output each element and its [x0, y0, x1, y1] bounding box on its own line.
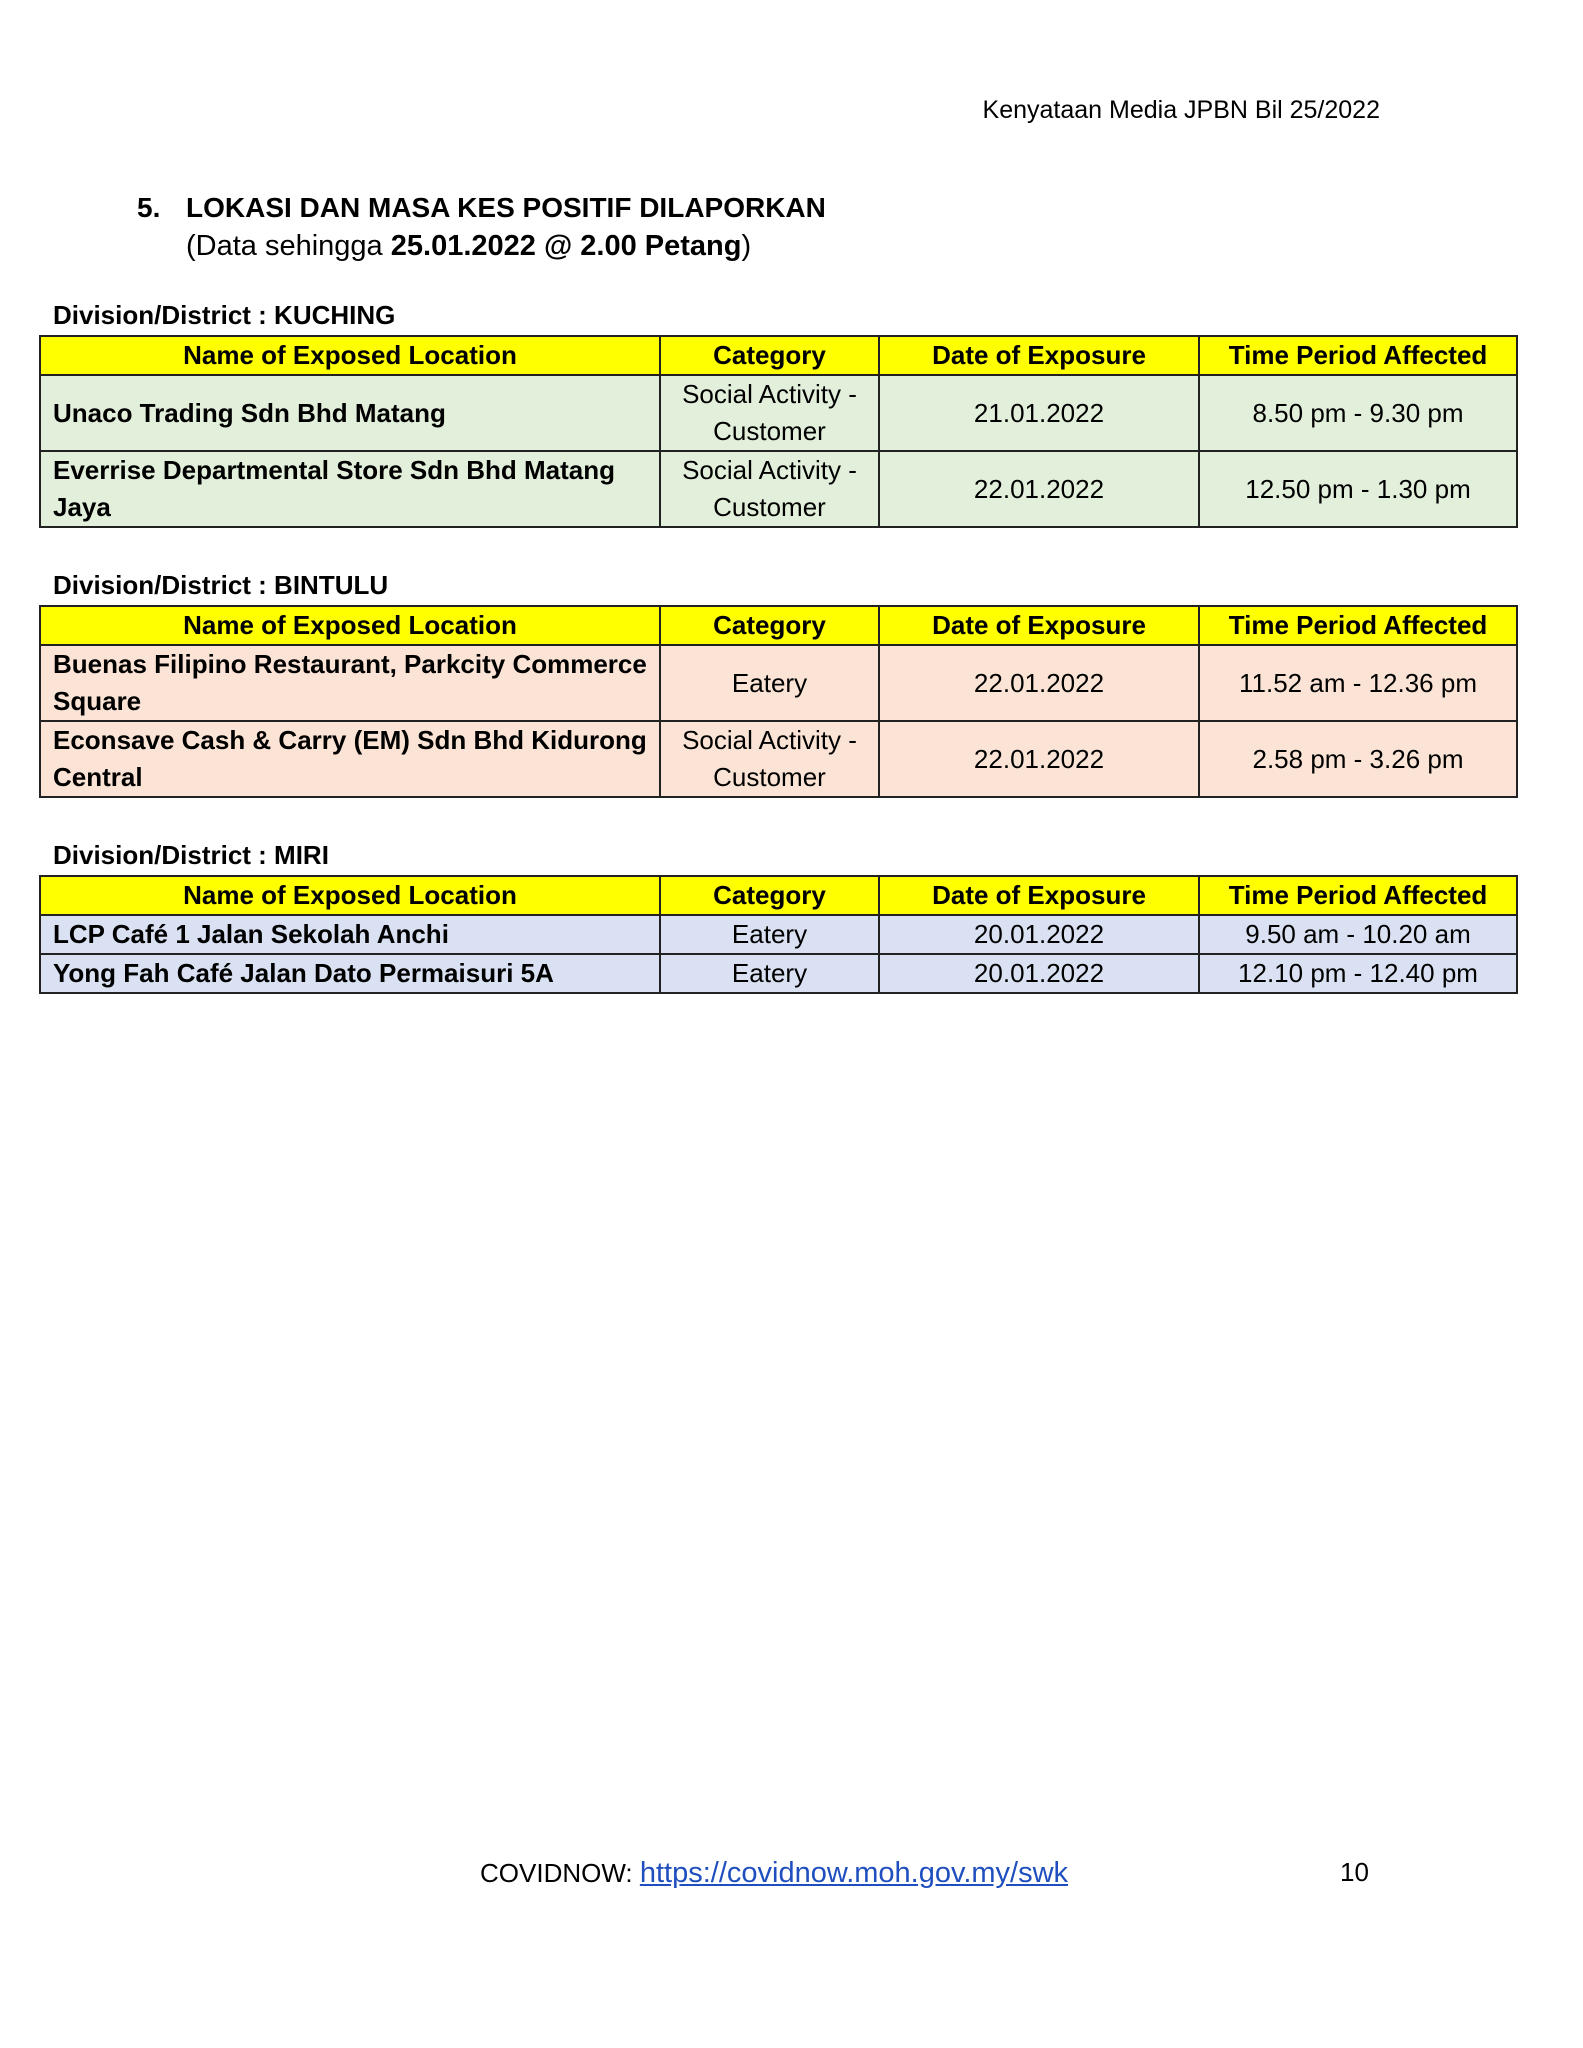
table-row	[40, 645, 1517, 721]
table-header-row	[40, 336, 1517, 375]
subtitle-open: (Data sehingga	[186, 230, 391, 262]
table-row	[40, 375, 1517, 451]
table-row	[40, 451, 1517, 527]
district-label-miri	[53, 840, 329, 871]
col-header-category: Category	[660, 336, 879, 375]
col-header-location: Name of Exposed Location	[40, 876, 660, 915]
table-row	[40, 915, 1517, 954]
subtitle-close: )	[741, 230, 752, 262]
cell-category: Eatery	[660, 954, 879, 993]
cell-location: LCP Café 1 Jalan Sekolah Anchi	[40, 915, 660, 954]
cell-time: 2.58 pm - 3.26 pm	[1199, 721, 1517, 797]
table-header-row	[40, 606, 1517, 645]
table-header-row	[40, 876, 1517, 915]
cell-category: Social Activity - Customer	[660, 451, 879, 527]
district-label-bintulu	[53, 570, 388, 601]
district-name: MIRI	[274, 840, 329, 870]
cell-category: Social Activity - Customer	[660, 375, 879, 451]
section-subtitle	[186, 230, 751, 263]
cell-date: 22.01.2022	[879, 645, 1199, 721]
district-prefix: Division/District :	[53, 840, 275, 870]
cell-date: 20.01.2022	[879, 954, 1199, 993]
cell-time: 12.10 pm - 12.40 pm	[1199, 954, 1517, 993]
col-header-category: Category	[660, 876, 879, 915]
exposure-table-miri	[39, 875, 1518, 994]
cell-category: Eatery	[660, 915, 879, 954]
cell-location: Buenas Filipino Restaurant, Parkcity Commerce Square	[40, 645, 660, 721]
district-name: KUCHING	[274, 300, 396, 330]
footer	[480, 1857, 1068, 1890]
cell-location: Everrise Departmental Store Sdn Bhd Matang Jaya	[40, 451, 660, 527]
col-header-time: Time Period Affected	[1199, 336, 1517, 375]
table-row	[40, 954, 1517, 993]
document-reference: Kenyataan Media JPBN Bil 25/2022	[982, 96, 1380, 124]
section-number: 5.	[137, 192, 161, 223]
col-header-date: Date of Exposure	[879, 876, 1199, 915]
cell-time: 12.50 pm - 1.30 pm	[1199, 451, 1517, 527]
district-name: BINTULU	[274, 570, 389, 600]
section-title-text: LOKASI DAN MASA KES POSITIF DILAPORKAN	[186, 192, 826, 223]
cell-date: 21.01.2022	[879, 375, 1199, 451]
district-prefix: Division/District :	[53, 300, 275, 330]
district-label-kuching	[53, 300, 395, 331]
col-header-category: Category	[660, 606, 879, 645]
col-header-time: Time Period Affected	[1199, 606, 1517, 645]
cell-time: 8.50 pm - 9.30 pm	[1199, 375, 1517, 451]
table-row	[40, 721, 1517, 797]
col-header-location: Name of Exposed Location	[40, 606, 660, 645]
cell-date: 22.01.2022	[879, 451, 1199, 527]
cell-date: 22.01.2022	[879, 721, 1199, 797]
section-title	[137, 192, 826, 224]
district-prefix: Division/District :	[53, 570, 275, 600]
cell-location: Econsave Cash & Carry (EM) Sdn Bhd Kidurong Central	[40, 721, 660, 797]
cell-time: 11.52 am - 12.36 pm	[1199, 645, 1517, 721]
cell-date: 20.01.2022	[879, 915, 1199, 954]
exposure-table-kuching	[39, 335, 1518, 528]
col-header-date: Date of Exposure	[879, 606, 1199, 645]
cell-time: 9.50 am - 10.20 am	[1199, 915, 1517, 954]
cell-location: Yong Fah Café Jalan Dato Permaisuri 5A	[40, 954, 660, 993]
cell-category: Eatery	[660, 645, 879, 721]
cell-location: Unaco Trading Sdn Bhd Matang	[40, 375, 660, 451]
col-header-location: Name of Exposed Location	[40, 336, 660, 375]
col-header-time: Time Period Affected	[1199, 876, 1517, 915]
footer-label: COVIDNOW:	[480, 1858, 640, 1888]
exposure-table-bintulu	[39, 605, 1518, 798]
col-header-date: Date of Exposure	[879, 336, 1199, 375]
cell-category: Social Activity - Customer	[660, 721, 879, 797]
subtitle-date: 25.01.2022 @ 2.00 Petang	[390, 230, 742, 262]
covidnow-link[interactable]: https://covidnow.moh.gov.my/swk	[639, 1857, 1069, 1889]
page-number: 10	[1340, 1857, 1369, 1887]
